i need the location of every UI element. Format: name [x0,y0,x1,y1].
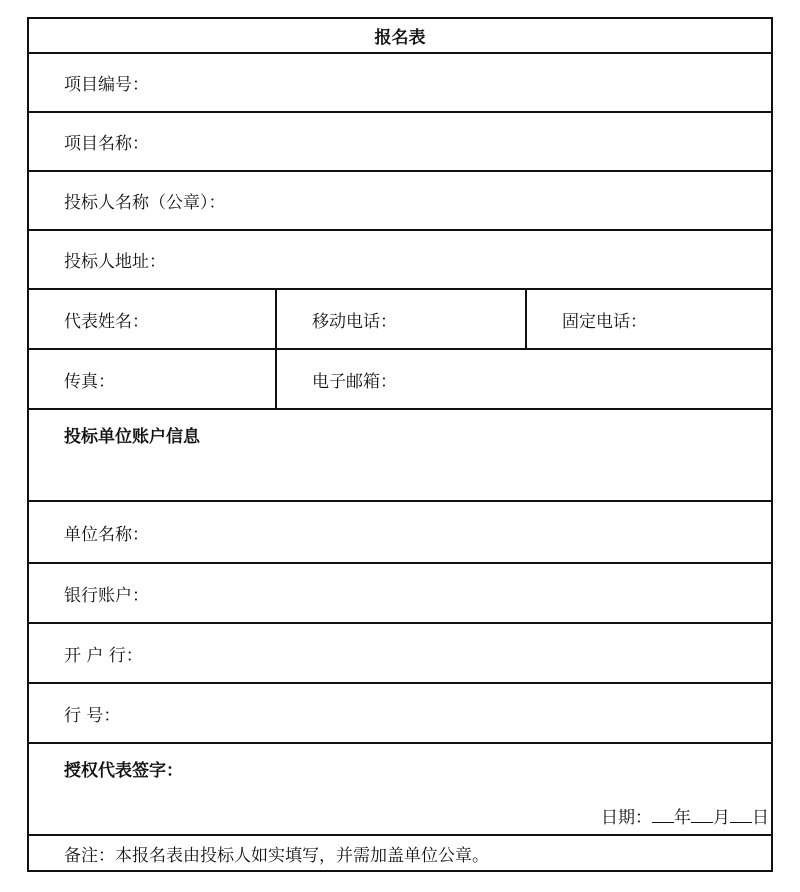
bidder-name-field[interactable] [29,172,771,231]
mobile-phone-field[interactable] [277,290,527,348]
fax-field[interactable] [29,350,277,408]
unit-name-field[interactable] [29,502,771,564]
email-label: 电子邮箱： [312,371,397,392]
landline-phone-field[interactable] [527,290,771,348]
project-number-field[interactable] [29,54,771,113]
representative-name-label: 代表姓名： [64,311,149,332]
month-blank[interactable] [691,808,713,823]
date-line [601,803,769,828]
project-name-label: 项目名称： [64,134,149,154]
bidder-name-label: 投标人名称（公章）： [64,193,226,213]
bidder-address-field[interactable] [29,231,771,290]
bank-code-label: 行 号： [64,705,121,726]
account-section-title: 投标单位账户信息 [29,410,771,502]
fax-label: 传真： [64,371,115,392]
project-number-label: 项目编号： [64,75,149,95]
form-note: 备注：本报名表由投标人如实填写，并需加盖单位公章。 [64,845,489,866]
year-blank[interactable] [652,808,674,823]
representative-name-field[interactable] [29,290,277,348]
project-name-field[interactable] [29,113,771,172]
month-label: 月 [713,808,730,828]
fax-email-row [29,350,771,410]
bank-branch-label: 开 户 行： [64,645,143,666]
contact-row [29,290,771,350]
email-field[interactable] [277,350,771,408]
year-label: 年 [674,808,691,828]
landline-phone-label: 固定电话： [562,311,647,332]
bank-account-field[interactable] [29,564,771,624]
day-label: 日 [752,808,769,828]
day-blank[interactable] [730,808,752,823]
form-title: 报名表 [29,19,771,54]
bank-code-field[interactable] [29,684,771,744]
registration-form [27,17,773,872]
signature-section[interactable] [29,744,771,836]
bank-branch-field[interactable] [29,624,771,684]
unit-name-label: 单位名称： [64,524,149,545]
bidder-address-label: 投标人地址： [64,252,166,272]
bank-account-label: 银行账户： [64,585,149,606]
date-label: 日期： [601,808,652,828]
mobile-phone-label: 移动电话： [312,311,397,332]
signature-label: 授权代表签字： [64,761,183,781]
